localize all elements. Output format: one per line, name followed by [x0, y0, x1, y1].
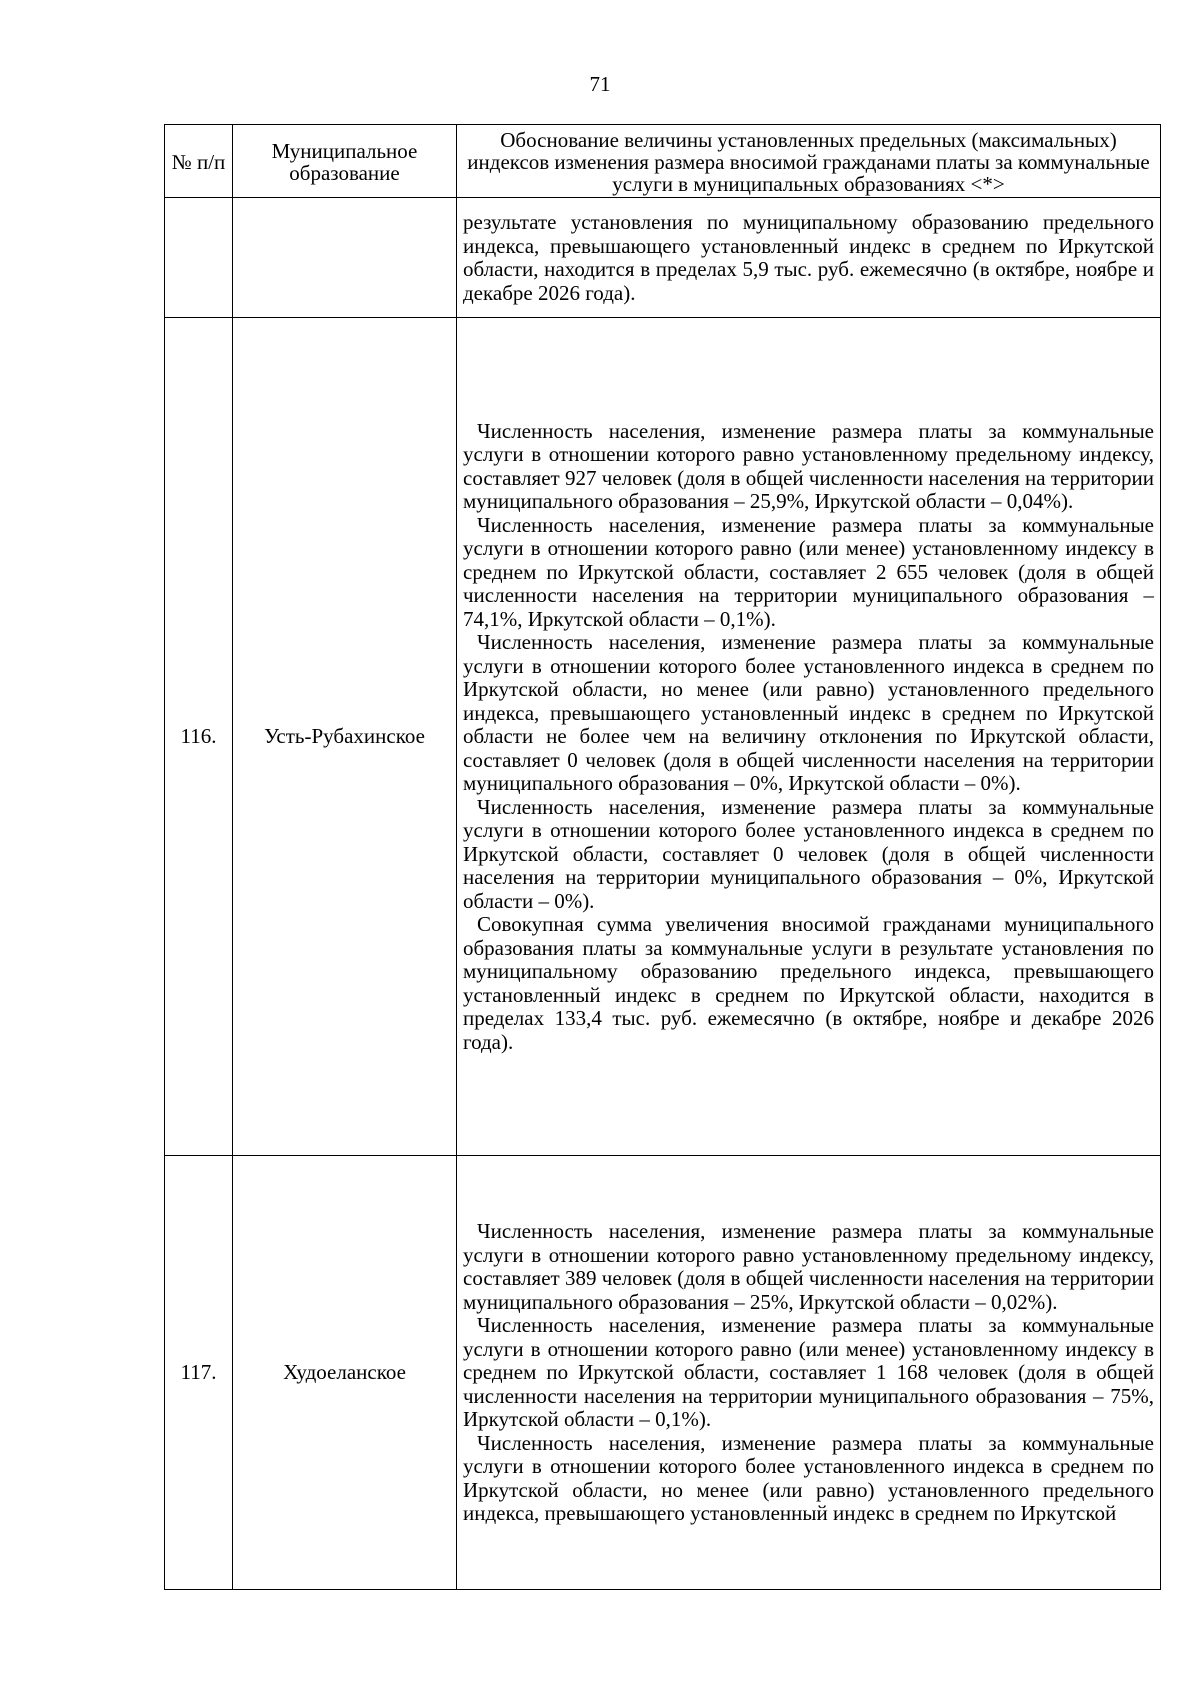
indices-table: [164, 124, 1161, 1590]
justification-paragraph: Численность населения, изменение размера платы за коммунальные услуги в отношении которого более установленного индекса в среднем по Иркутской области, но менее (или равно) установленного предельного индекса, превышающего установленный индекс в среднем по Иркутской: [463, 1430, 1154, 1526]
justification-paragraph: Численность населения, изменение размера платы за коммунальные услуги в отношении которого равно установленному предельному индексу, составляет 389 человек (доля в общей численности населения на территории муниципального образования – 25%, Иркутской области – 0,02%).: [463, 1219, 1154, 1314]
row-municipality: Усть-Рубахинское: [233, 318, 457, 1156]
row-justification: [457, 318, 1161, 1156]
justification-paragraph: Численность населения, изменение размера платы за коммунальные услуги в отношении которого более установленного индекса в среднем по Иркутской области, составляет 0 человек (доля в общей численности населения на территории муниципального образования – 0%, Иркутской области – 0%).: [463, 794, 1154, 913]
justification-paragraph: Численность населения, изменение размера платы за коммунальные услуги в отношении которого равно установленному предельному индексу, составляет 927 человек (доля в общей численности населения на территории муниципального образования – 25,9%, Иркутской области – 0,04%).: [463, 418, 1154, 514]
table-row-116: [165, 318, 1161, 1156]
table-header-row: [165, 125, 1161, 198]
table-row-continuation: [165, 198, 1161, 318]
justification-paragraph: Численность населения, изменение размера платы за коммунальные услуги в отношении которого равно (или менее) установленному индексу в среднем по Иркутской области, составляет 2 655 человек (доля в общей численности населения на территории муниципального образования – 74,1%, Иркутской области – 0,1%).: [463, 512, 1154, 631]
header-justification: Обоснование величины установленных предельных (максимальных) индексов изменения размера вносимой гражданами платы за коммунальные услуги в муниципальных образованиях <*>: [457, 125, 1161, 198]
page-number: 71: [589, 72, 611, 96]
row-number: 117.: [165, 1156, 233, 1590]
justification-paragraph: Численность населения, изменение размера платы за коммунальные услуги в отношении которого равно (или менее) установленному индексу в среднем по Иркутской области, составляет 1 168 человек (доля в общей численности населения на территории муниципального образования – 75%, Иркутской области – 0,1%).: [463, 1313, 1154, 1432]
header-municipality: Муниципальное образование: [233, 125, 457, 198]
row-justification: [457, 1156, 1161, 1590]
header-number: № п/п: [165, 125, 233, 198]
row-justification: [457, 198, 1161, 318]
justification-paragraph: Совокупная сумма увеличения вносимой гражданами муниципального образования платы за коммунальные услуги в результате установления по муниципальному образованию предельного индекса, превышающего установленный индекс в среднем по Иркутской области, находится в пределах 133,4 тыс. руб. ежемесячно (в октябре, ноябре и декабре 2026 года).: [463, 912, 1154, 1054]
row-municipality: [233, 198, 457, 318]
row-number: 116.: [165, 318, 233, 1156]
justification-paragraph: Численность населения, изменение размера платы за коммунальные услуги в отношении которого более установленного индекса в среднем по Иркутской области, но менее (или равно) установленного предельного индекса, превышающего установленный индекс в среднем по Иркутской области не более чем на величину отклонения по Иркутской области, составляет 0 человек (доля в общей численности населения на территории муниципального образования – 0%, Иркутской области – 0%).: [463, 630, 1154, 796]
row-municipality: Худоеланское: [233, 1156, 457, 1590]
justification-paragraph: результате установления по муниципальному образованию предельного индекса, превышающего установленный индекс в среднем по Иркутской области, находится в пределах 5,9 тыс. руб. ежемесячно (в октябре, ноябре и декабре 2026 года).: [463, 210, 1154, 305]
row-number: [165, 198, 233, 318]
table-row-117: [165, 1156, 1161, 1590]
